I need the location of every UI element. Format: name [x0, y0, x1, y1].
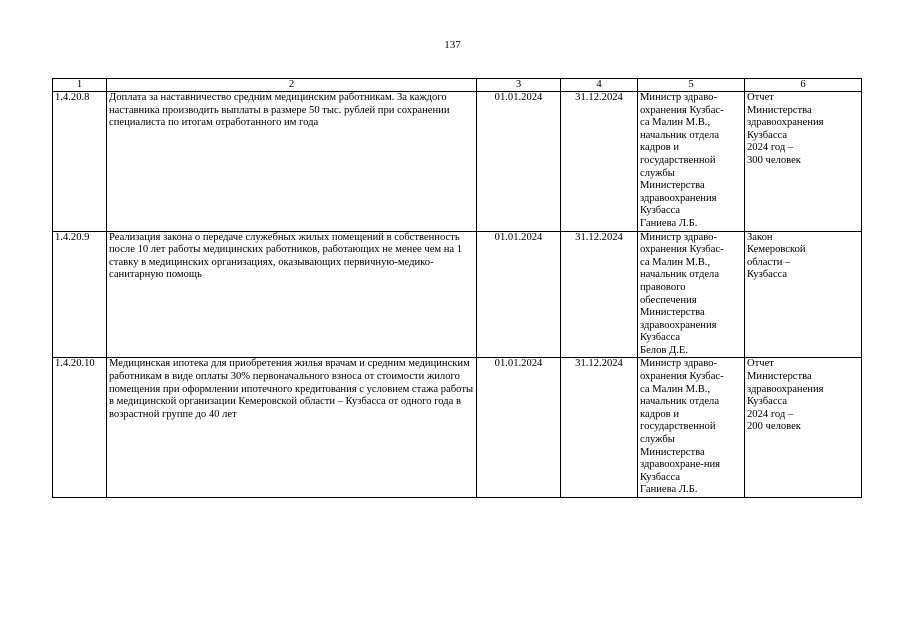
column-header: 2: [107, 79, 477, 92]
item-number: 1.4.20.8: [53, 92, 107, 232]
item-description: Реализация закона о передаче служебных жилых помещений в собственность после 10 лет работы медицинских работников, работающих не менее чем на 1 ставку в медицинских организациях, оказывающих первичную-медико-санитарную помощь: [107, 231, 477, 358]
responsible: Министр здраво- охранения Кузбас- са Малин М.В., начальник отдела кадров и государственной службы Министерства здравоохранения Кузбасса Ганиева Л.Б.: [638, 92, 745, 232]
item-number: 1.4.20.9: [53, 231, 107, 358]
start-date: 01.01.2024: [477, 231, 561, 358]
responsible: Министр здраво- охранения Кузбас- са Малин М.В., начальник отдела правового обеспечения Министерства здравоохранения Кузбасса Белов Д.Е.: [638, 231, 745, 358]
column-header: 5: [638, 79, 745, 92]
column-header: 3: [477, 79, 561, 92]
expected-result: Отчет Министерства здравоохранения Кузбасса 2024 год – 200 человек: [745, 358, 862, 498]
table-row: [53, 92, 862, 232]
table-row: [53, 358, 862, 498]
column-header: 4: [561, 79, 638, 92]
end-date: 31.12.2024: [561, 92, 638, 232]
end-date: 31.12.2024: [561, 231, 638, 358]
column-header: 1: [53, 79, 107, 92]
column-header: 6: [745, 79, 862, 92]
item-number: 1.4.20.10: [53, 358, 107, 498]
measures-table: [52, 78, 862, 498]
table-row: [53, 231, 862, 358]
item-description: Медицинская ипотека для приобретения жилья врачам и средним медицинским работникам в виде оплаты 30% первоначального взноса от стоимости жилого помещения при оформлении ипотечного кредитования с условием стажа работы в медицинской организации Кемеровской области – Кузбасса от одного года в возрастной группе до 40 лет: [107, 358, 477, 498]
expected-result: Закон Кемеровской области – Кузбасса: [745, 231, 862, 358]
item-description: Доплата за наставничество средним медицинским работникам. За каждого наставника производить выплаты в размере 50 тыс. рублей при сохранении специалиста по итогам отработанного им года: [107, 92, 477, 232]
table-header-row: [53, 79, 862, 92]
end-date: 31.12.2024: [561, 358, 638, 498]
start-date: 01.01.2024: [477, 92, 561, 232]
responsible: Министр здраво- охранения Кузбас- са Малин М.В., начальник отдела кадров и государственной службы Министерства здравоохране-ния Кузбасса Ганиева Л.Б.: [638, 358, 745, 498]
start-date: 01.01.2024: [477, 358, 561, 498]
page-number: 137: [444, 39, 461, 51]
expected-result: Отчет Министерства здравоохранения Кузбасса 2024 год – 300 человек: [745, 92, 862, 232]
